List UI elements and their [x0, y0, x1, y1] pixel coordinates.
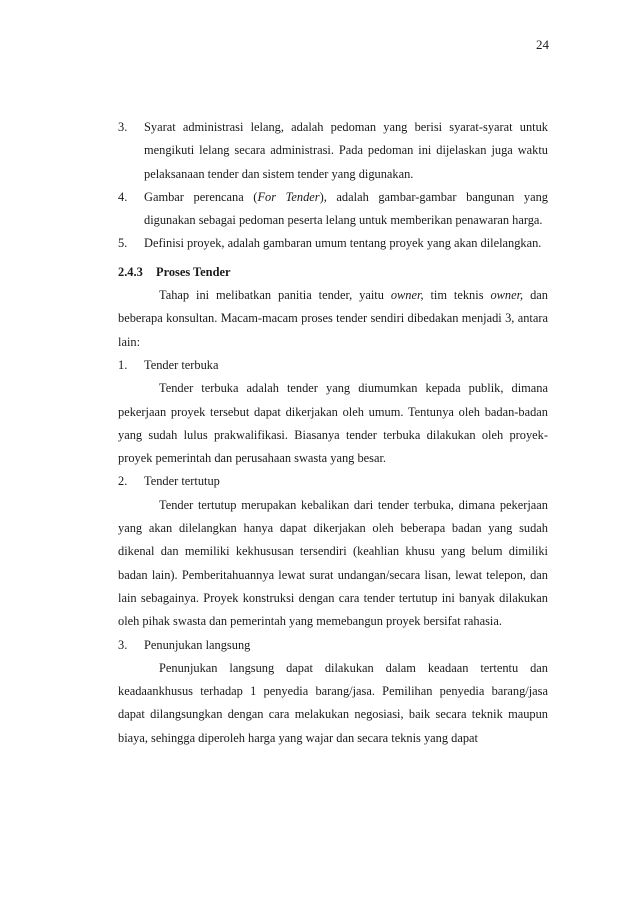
subsection-title: Tender terbuka — [144, 357, 219, 372]
list-text: Definisi proyek, adalah gambaran umum tentang proyek yang akan dilelangkan. — [144, 236, 542, 251]
subsection-title: Tender tertutup — [144, 474, 220, 489]
subsection-number: 1. — [118, 357, 128, 372]
list-number: 5. — [118, 236, 128, 251]
page-content — [118, 116, 548, 750]
list-text-end: ), adalah gambar-gambar bangunan yang digunakan sebagai pedoman peserta lelang untuk memberikan penawaran harga. — [144, 189, 548, 228]
subsection-heading — [118, 634, 548, 657]
subsection-title: Penunjukan langsung — [144, 637, 251, 652]
subsection-heading — [118, 354, 548, 377]
section-title: Proses Tender — [156, 264, 231, 279]
intro-text: dan beberapa konsultan. Macam-macam proses tender sendiri dibedakan menjadi 3, antara lain: — [118, 288, 548, 349]
intro-italic: owner, — [390, 288, 424, 303]
list-text-italic: For Tender — [257, 189, 320, 204]
section-intro — [118, 284, 548, 354]
subsection-heading — [118, 470, 548, 493]
intro-text: Tahap ini melibatkan panitia tender, yaitu — [159, 288, 391, 303]
list-item — [118, 186, 548, 233]
list-number: 3. — [118, 120, 128, 134]
list-item — [118, 232, 548, 255]
list-number: 4. — [118, 189, 128, 204]
section-number: 2.4.3 — [118, 264, 143, 279]
subsection-paragraph: Tender terbuka adalah tender yang diumumkan kepada publik, dimana pekerjaan proyek tersebut dapat dikerjakan oleh umum. Tentunya oleh badan-badan yang sudah lulus prakwalifikasi. Biasanya tender terbuka dilakukan oleh proyek-proyek pemerintah dan perusahaan swasta yang besar. — [118, 381, 548, 466]
intro-text: tim teknis — [423, 288, 491, 303]
intro-italic: owner, — [490, 288, 524, 303]
list-text-start: Gambar perencana ( — [144, 189, 258, 204]
subsection-number: 3. — [118, 637, 128, 652]
subsection-paragraph: Tender tertutup merupakan kebalikan dari tender terbuka, dimana pekerjaan yang akan dilelangkan hanya dapat dikerjakan oleh beberapa badan yang sudah dikenal dan memiliki kekhususan tersendiri (keahlian khusu yang belum dimiliki badan lain). Pemberitahuannya lewat surat undangan/secara lisan, lewat telepon, dan lain sebagainya. Proyek konstruksi dengan cara tender tertutup ini banyak dilakukan oleh pihak swasta dan pemerintah yang memebangun proyek bersifat rahasia. — [118, 497, 548, 629]
list-item — [118, 116, 548, 186]
subsection-number: 2. — [118, 474, 128, 489]
page-number: 24 — [536, 37, 549, 52]
section-heading — [118, 261, 548, 284]
list-text: Syarat administrasi lelang, adalah pedoman yang berisi syarat-syarat untuk mengikuti lelang secara administrasi. Pada pedoman ini dijelaskan juga waktu pelaksanaan tender dan sistem tender yang digunakan. — [144, 120, 548, 181]
subsection-paragraph: Penunjukan langsung dapat dilakukan dalam keadaan tertentu dan keadaankhusus terhadap 1 penyedia barang/jasa. Pemilihan penyedia barang/jasa dapat dilangsungkan dengan cara melakukan negosiasi, baik secara teknik maupun biaya, sehingga diperoleh harga yang wajar dan secara teknis yang dapat — [118, 660, 548, 745]
